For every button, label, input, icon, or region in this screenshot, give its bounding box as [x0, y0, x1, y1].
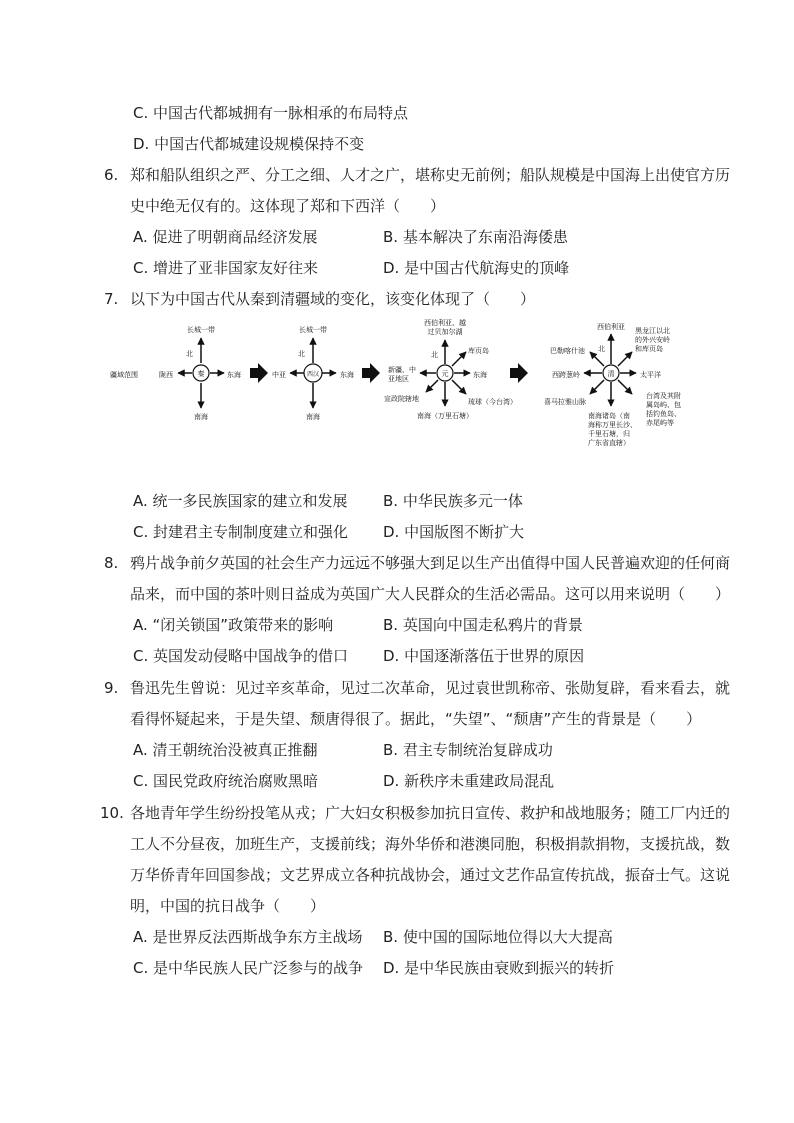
qing-southeast-2: 属岛屿、包 — [646, 401, 681, 409]
q7-option-c: C. 封建君主专制制度建立和强化 — [133, 523, 349, 541]
q9-option-a: A. 清王朝统治没被真正推翻 — [133, 741, 318, 759]
q10-option-d: D. 是中华民族由衰败到振兴的转折 — [383, 959, 615, 977]
q8-option-b: B. 英国向中国走私鸦片的背景 — [383, 616, 583, 634]
qin-east: 东海 — [227, 371, 241, 379]
qin-north-dir: 北 — [186, 350, 193, 358]
q10-option-c: C. 是中华民族人民广泛参与的战争 — [133, 959, 364, 977]
han-north-dir: 北 — [298, 350, 305, 358]
han-south: 南海 — [306, 413, 320, 421]
qing-southeast-4: 赤尾屿等 — [646, 419, 674, 427]
han-north: 长城一带 — [299, 326, 327, 334]
q9-stem-line2: 看得怀疑起来，于是失望、颓唐得很了。据此，“失望”、“颓唐”产生的背景是（ ） — [130, 710, 702, 728]
yuan-southwest: 宣政院辖地 — [384, 395, 419, 403]
q8-option-a: A. “闭关锁国”政策带来的影响 — [133, 616, 334, 634]
han-east: 东海 — [340, 371, 354, 379]
qin-north: 长城一带 — [187, 326, 215, 334]
qing-south-1: 南海诸岛（南 — [588, 412, 630, 420]
yuan-north-1: 西伯利亚、越 — [424, 319, 466, 327]
q8-number: 8. — [104, 554, 119, 572]
progress-arrow-2 — [362, 363, 380, 383]
progress-arrow-3 — [510, 363, 528, 383]
q10-option-b: B. 使中国的国际地位得以大大提高 — [383, 928, 613, 946]
qing-northeast-3: 和库页岛 — [635, 345, 663, 353]
qing-west: 西跨葱岭 — [552, 371, 580, 379]
territory-change-diagram — [108, 318, 688, 458]
qing-northeast-1: 黑龙江以北 — [635, 327, 670, 335]
yuan-southeast: 琉球（今台湾） — [468, 398, 517, 406]
qing-southeast-1: 台湾及其附 — [646, 392, 681, 400]
yuan-north-2: 过贝加尔湖 — [427, 328, 463, 336]
q9-number: 9. — [104, 679, 119, 697]
qing-north-dir: 北 — [598, 345, 605, 353]
q7-option-b: B. 中华民族多元一体 — [383, 492, 523, 510]
qing-south-3: 千里石塘，归 — [588, 430, 630, 438]
q10-stem-line4: 明，中国的抗日战争（ ） — [130, 897, 326, 915]
yuan-west-2: 亚地区 — [388, 375, 409, 383]
q6-option-a: A. 促进了明朝商品经济发展 — [133, 228, 318, 246]
qing-south-4: 广东省直辖） — [588, 439, 630, 447]
yuan-east: 东海 — [473, 371, 487, 379]
q10-stem-line1: 各地青年学生纷纷投笔从戎；广大妇女积极参加抗日宣传、救护和战地服务；随工厂内迁的 — [130, 804, 731, 822]
q7-stem-line1: 以下为中国古代从秦到清疆域的变化，该变化体现了（ ） — [130, 290, 536, 308]
qing-east: 太平洋 — [640, 371, 661, 379]
yuan-northeast: 库页岛 — [468, 347, 489, 355]
q5-option-c: C. 中国古代都城拥有一脉相承的布局特点 — [133, 104, 409, 122]
q6-option-d: D. 是中国古代航海史的顶峰 — [383, 259, 570, 277]
q8-option-d: D. 中国逐渐落伍于世界的原因 — [383, 647, 585, 665]
range-label: 疆域范围 — [110, 371, 138, 379]
q7-number: 7. — [104, 290, 119, 308]
q9-option-b: B. 君主专制统治复辟成功 — [383, 741, 553, 759]
qin-west: 陇西 — [159, 371, 173, 379]
q6-number: 6. — [104, 166, 119, 184]
q7-option-a: A. 统一多民族国家的建立和发展 — [133, 492, 348, 510]
qing-northwest: 巴勒喀什池 — [550, 347, 585, 355]
q9-option-c: C. 国民党政府统治腐败黑暗 — [133, 772, 319, 790]
q6-stem-line1: 郑和船队组织之严、分工之细、人才之广，堪称史无前例；船队规模是中国海上出使官方历 — [130, 166, 731, 184]
qing-southeast-3: 括钓鱼岛、 — [646, 410, 681, 418]
qing-southwest: 喜马拉雅山脉 — [544, 398, 586, 406]
qing-center: 清 — [607, 370, 615, 378]
q6-stem-line2: 史中绝无仅有的。这体现了郑和下西洋（ ） — [130, 197, 446, 215]
q9-stem-line1: 鲁迅先生曾说：见过辛亥革命，见过二次革命，见过袁世凯称帝、张勋复辟，看来看去，就 — [130, 679, 731, 697]
q5-option-d: D. 中国古代都城建设规模保持不变 — [133, 135, 365, 153]
q8-option-c: C. 英国发动侵略中国战争的借口 — [133, 647, 349, 665]
yuan-west-1: 新疆、中 — [388, 366, 416, 374]
q10-stem-line2: 工人不分昼夜，加班生产，支援前线；海外华侨和港澳同胞，积极捐款捐物，支援抗战，数 — [130, 835, 731, 853]
qin-center: 秦 — [197, 370, 205, 378]
han-west: 中亚 — [272, 371, 286, 379]
q10-stem-line3: 万华侨青年回国参战；文艺界成立各种抗战协会，通过文艺作品宣传抗战，振奋士气。这说 — [130, 866, 731, 884]
qing-south-2: 海称万里长沙、 — [588, 421, 637, 429]
progress-arrow-1 — [250, 363, 268, 383]
q10-number: 10. — [100, 804, 124, 822]
q7-option-d: D. 中国版图不断扩大 — [383, 523, 525, 541]
yuan-center: 元 — [441, 370, 449, 378]
q10-option-a: A. 是世界反法西斯战争东方主战场 — [133, 928, 363, 946]
han-center: 西汉 — [306, 371, 320, 378]
qing-northeast-2: 的外兴安岭 — [635, 336, 670, 344]
q6-option-c: C. 增进了亚非国家友好往来 — [133, 259, 319, 277]
yuan-north-dir: 北 — [431, 351, 438, 359]
q9-option-d: D. 新秩序未重建政局混乱 — [383, 772, 555, 790]
yuan-south: 南海（万里石塘） — [417, 412, 473, 420]
q6-option-b: B. 基本解决了东南沿海倭患 — [383, 228, 568, 246]
q8-stem-line1: 鸦片战争前夕英国的社会生产力远远不够强大到足以生产出值得中国人民普遍欢迎的任何商 — [130, 554, 731, 572]
q8-stem-line2: 品来，而中国的茶叶则日益成为英国广大人民群众的生活必需品。这可以用来说明（ ） — [130, 585, 731, 603]
qing-north: 西伯利亚 — [597, 323, 625, 331]
qin-south: 南海 — [194, 413, 208, 421]
